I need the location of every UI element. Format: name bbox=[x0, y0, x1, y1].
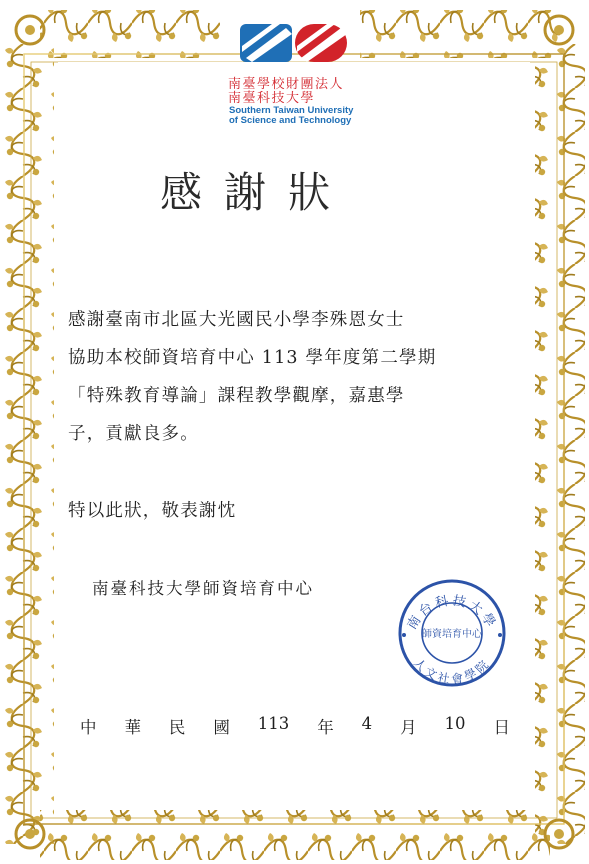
date-day: 10 bbox=[444, 714, 466, 733]
body-line: 「特殊教育導論」課程教學觀摩，嘉惠學 bbox=[68, 386, 405, 406]
closing-line: 特以此狀，敬表謝忱 bbox=[68, 501, 237, 521]
date-char: 華 bbox=[124, 718, 141, 737]
body-line: 感謝臺南市北區大光國民小學李殊恩女士 bbox=[68, 310, 405, 330]
seal-outer-text: 南台科技大學 bbox=[404, 593, 500, 633]
date-char: 民 bbox=[168, 718, 186, 737]
date-char: 國 bbox=[213, 718, 230, 737]
issuer-name: 南臺科技大學師資培育中心 bbox=[92, 579, 314, 598]
date-month: 4 bbox=[361, 714, 373, 733]
date-char: 日 bbox=[493, 718, 510, 737]
date-char: 中 bbox=[80, 718, 97, 737]
certificate-title: 感謝狀 bbox=[160, 168, 353, 217]
logo-chinese-line2: 南臺科技大學 bbox=[228, 91, 316, 106]
date-year: 113 bbox=[257, 714, 290, 733]
seal-inner-text: 師資培育中心 bbox=[422, 629, 482, 640]
body-line: 子，貢獻良多。 bbox=[68, 424, 199, 444]
date-char: 年 bbox=[317, 718, 334, 737]
body-line: 協助本校師資培育中心 113 學年度第二學期 bbox=[68, 348, 437, 368]
date-char: 月 bbox=[400, 718, 417, 737]
issue-date bbox=[80, 714, 510, 738]
logo-english-line1: Southern Taiwan University bbox=[229, 105, 354, 116]
logo-chinese-line1: 南臺學校財團法人 bbox=[228, 77, 345, 92]
logo-english-line2: of Science and Technology bbox=[229, 115, 352, 126]
seal-bottom-text: 人文社會學院 bbox=[410, 655, 494, 687]
